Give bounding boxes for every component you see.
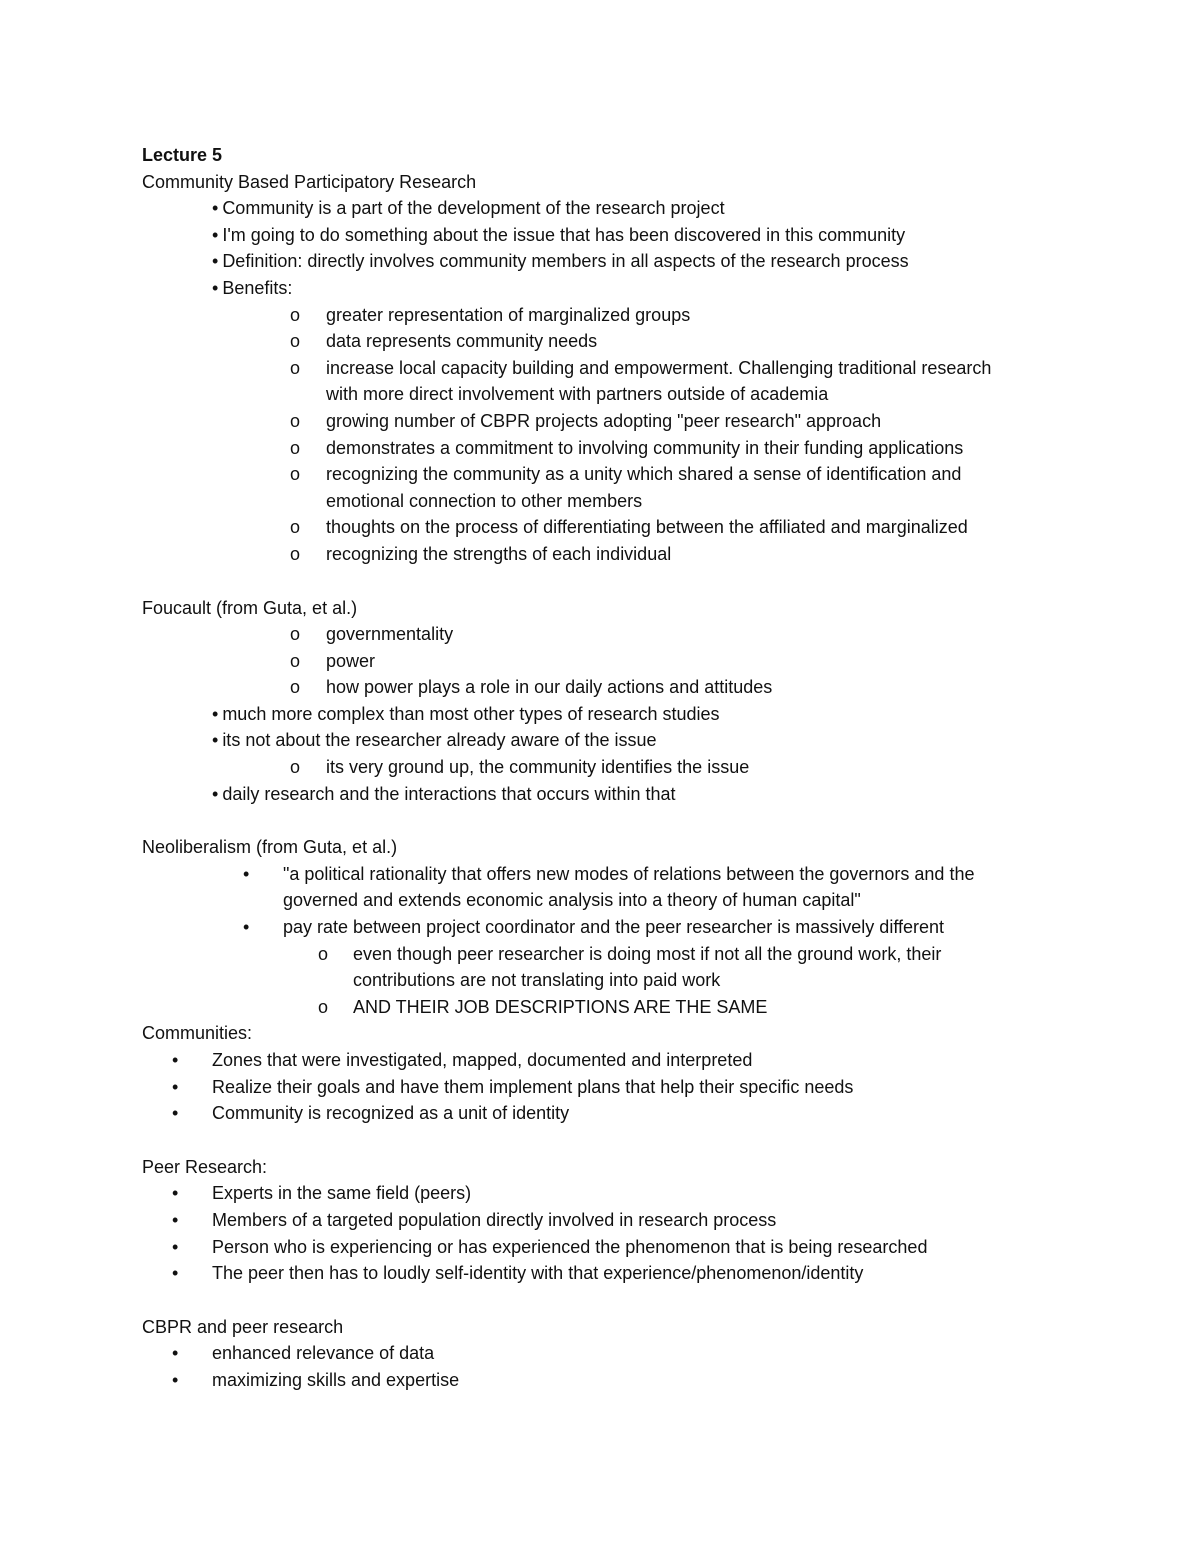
bullet-icon: • [212,703,219,724]
sub-list-item-continuation: contributions are not translating into paid work [353,970,721,991]
list-item: • Person who is experiencing or has experienced the phenomenon that is being researched [142,1234,1082,1261]
bullet-icon: • [212,251,219,272]
list-item: • enhanced relevance of data [142,1340,1082,1367]
sub-list-item: o power [142,648,1082,675]
list-item: • Community is recognized as a unit of identity [142,1100,1082,1127]
sub-list-item: o even though peer researcher is doing most if not all the ground work, their [142,941,1082,968]
sub-bullet-icon: o [290,464,301,485]
sub-list-item: o data represents community needs [142,328,1082,355]
sub-list-item: o recognizing the community as a unity which shared a sense of identification and [142,461,1082,488]
sub-list-item: o governmentality [142,621,1082,648]
bullet-icon: • [172,1343,179,1364]
bullet-icon: • [172,1183,179,1204]
list-item: • maximizing skills and expertise [142,1367,1082,1394]
bullet-icon: • [243,863,250,884]
spacer [142,1287,1082,1314]
bullet-icon: • [172,1050,179,1070]
bullet-icon: • [172,1103,179,1124]
bullet-icon: • [212,224,219,245]
list-item: • Definition: directly involves community members in all aspects of the research process [212,251,909,272]
sub-bullet-icon: o [290,437,301,458]
sub-bullet-icon: o [290,650,301,671]
list-item: • Community is a part of the development of the research project [212,198,725,219]
section-heading-foucault: Foucault (from Guta, et al.) [142,597,358,618]
bullet-icon: • [212,783,219,804]
sub-list-item: o growing number of CBPR projects adopting "peer research" approach [142,408,1082,435]
bullet-icon: • [212,198,219,219]
sub-bullet-icon: o [290,357,301,378]
list-item: • pay rate between project coordinator and the peer researcher is massively different [142,914,1082,941]
bullet-icon: • [172,1076,179,1097]
spacer [142,1127,1082,1154]
list-item-continuation: governed and extends economic analysis into a theory of human capital" [283,890,861,911]
sub-list-item: o thoughts on the process of differentiating between the affiliated and marginalized [142,514,1082,541]
list-item: • Zones that were investigated, mapped, documented and interpreted [142,1047,1082,1074]
sub-list-item: o AND THEIR JOB DESCRIPTIONS ARE THE SAME [142,994,1082,1021]
bullet-icon: • [243,917,250,938]
sub-bullet-icon: o [290,304,301,325]
page-title: Lecture 5 [142,145,223,165]
sub-list-item: o how power plays a role in our daily actions and attitudes [142,674,1082,701]
bullet-icon: • [212,277,219,298]
sub-bullet-icon: o [290,517,301,538]
bullet-icon: • [172,1236,179,1257]
sub-bullet-icon: o [290,331,301,352]
list-item: • much more complex than most other types of research studies [212,703,720,724]
list-item: • daily research and the interactions that occurs within that [212,783,676,804]
section-heading-cbpr: Community Based Participatory Research [142,171,477,192]
list-item: • The peer then has to loudly self-identity with that experience/phenomenon/identity [142,1260,1082,1287]
sub-list-item: o increase local capacity building and empowerment. Challenging traditional research [142,355,1082,382]
spacer [142,807,1082,834]
sub-bullet-icon: o [318,996,329,1017]
sub-bullet-icon: o [290,410,301,431]
list-item: • its not about the researcher already aware of the issue [212,730,657,751]
document-body [142,142,1082,1394]
section-heading-neoliberalism: Neoliberalism (from Guta, et al.) [142,837,398,858]
sub-list-item-continuation: emotional connection to other members [326,490,643,511]
sub-list-item: o its very ground up, the community identifies the issue [142,754,1082,781]
list-item: • Realize their goals and have them implement plans that help their specific needs [142,1074,1082,1101]
list-item: • Benefits: [212,277,293,298]
sub-bullet-icon: o [318,943,329,964]
bullet-icon: • [172,1209,179,1230]
section-heading-cbpr-peer: CBPR and peer research [142,1316,344,1337]
sub-list-item-continuation: with more direct involvement with partners outside of academia [326,384,829,405]
sub-list-item: o recognizing the strengths of each individual [142,541,1082,568]
list-item: • Members of a targeted population directly involved in research process [142,1207,1082,1234]
list-item: • I'm going to do something about the issue that has been discovered in this community [212,224,906,245]
sub-bullet-icon: o [290,624,301,645]
sub-bullet-icon: o [290,543,301,564]
bullet-icon: • [212,730,219,751]
sub-list-item: o demonstrates a commitment to involving community in their funding applications [142,435,1082,462]
sub-bullet-icon: o [290,757,301,778]
bullet-icon: • [172,1263,179,1284]
bullet-icon: • [172,1369,179,1390]
section-heading-communities: Communities: [142,1023,253,1044]
section-heading-peer-research: Peer Research: [142,1156,268,1177]
list-item: • Experts in the same field (peers) [142,1180,1082,1207]
list-item: • "a political rationality that offers new modes of relations between the governors and the [142,861,1082,888]
sub-list-item: o greater representation of marginalized groups [142,302,1082,329]
sub-bullet-icon: o [290,677,301,698]
spacer [142,568,1082,595]
